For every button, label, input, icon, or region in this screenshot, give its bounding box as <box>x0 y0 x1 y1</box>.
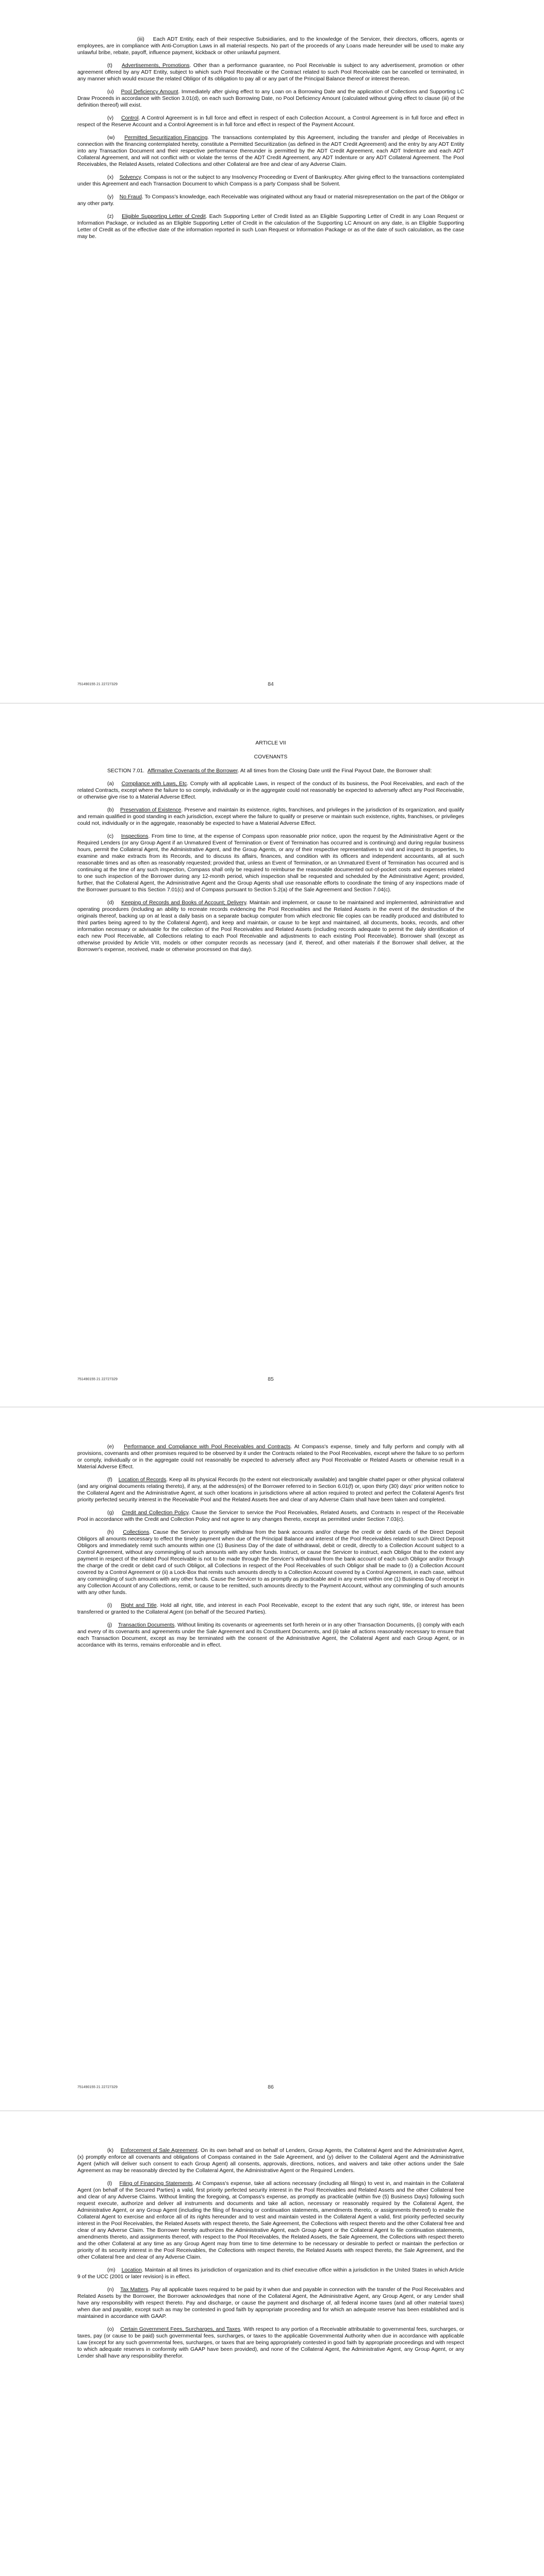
clause-l: (l) Filing of Financing Statements. At Compass's expense, take all actions necessary (including all filings) to vest in, and maintain in the Collateral Agent (on behalf of the Secured Parties) a valid, first priority perfected security interest in the Pool Receivables and Related Assets and the other Collateral free and clear of any Adverse Claims. Without limiting the foregoing, at Compass's expense, as promptly as practicable (within five (5) Business Days) following such request execute, authorize and deliver all instruments and documents and take all action, necessary or reasonably required by the Collateral Agent, the Administrative Agent, or any Group Agent (including the filing of financing or continuation statements, amendments thereto, or assignments thereof) to enable the Collateral Agent to exercise and enforce all of its rights hereunder and to vest and maintain vested in the Collateral Agent a valid, first priority perfected security interest in the Pool Receivables, the Related Assets with respect thereto, the Sale Agreement, the Collections with respect thereto and the other Collateral free and clear of any Adverse Claim. The Borrower hereby authorizes the Administrative Agent, each Group Agent or the Collateral Agent to file continuation statements, amendments thereto, and assignments thereof, with respect to the Pool Receivables, the Related Assets, the Sale Agreement, the Collections with respect thereto and the other Collateral at any time as any Group Agent may from time to time determine to be necessary or desirable to perfect or maintain the perfection or priority of its security interest in the Pool Receivables, the Collections with respect thereto, the Related Assets with respect thereto, the Sale Agreement, and the other Collateral free and clear of any Adverse Claim. <box>77 2181 464 2260</box>
clause-t: (t) Advertisements, Promotions. Other than a performance guarantee, no Pool Receivable is subject to any advertisement, promotion or other agreement offered by any ADT Entity, subject to which such Pool Receivable or the Contract related to such Pool Receivable can be cancelled or terminated, in any manner which would excuse the related Obligor of its obligation to pay all or any part of the Principal Balance thereof or interest thereon. <box>77 63 464 82</box>
clause-c: (c) Inspections. From time to time, at the expense of Compass upon reasonable prior notice, upon the request by the Administrative Agent or the Required Lenders (or any Group Agent if an Unmatured Event of Termination or Event of Termination has occurred and is continuing) and during regular business hours, permit the Collateral Agent, the Administrative Agent, and the Group Agents, or any of their respective representatives to visit and inspect its properties, to examine and make extracts from its Records, and to discuss its affairs, finances, and condition with its officers and independent accountants, all at such reasonable times and as often as reasonably requested; provided that, unless an Event of Termination, or an Unmatured Event of Termination has occurred and is continuing at the time of any such inspection, Compass shall only be required to reimburse the reasonable documented out-of-pocket costs and expenses related to one such inspection of the Borrower during any 12-month period, which inspection shall be requested and scheduled by the Administrative Agent; provided, further, that the Collateral Agent, the Administrative Agent and the Group Agents shall use reasonable efforts to coordinate the timing of any inspections made of the Borrower pursuant to this Section 7.01(c) and of Compass pursuant to Section 5.2(a) of the Sale Agreement and Section 7.04(c). <box>77 834 464 893</box>
clause-w: (w) Permitted Securitization Financing. The transactions contemplated by this Agreement, including the transfer and pledge of Receivables in connection with the financing contemplated hereby, constitute a Permitted Securitization (as defined in the ADT Credit Agreement) and the entry by any ADT Entity into any Transaction Document and their respective performance thereunder is permitted by the ADT Credit Agreement, each ADT Indenture and each ADT Collateral Agreement, and will not conflict with or violate the terms of the ADT Credit Agreement, any ADT Indenture or any ADT Collateral Agreement. The Pool Receivables, the Related Assets, related Collections and other Collateral are free and clear of any Adverse Claim. <box>77 135 464 167</box>
clause-g: (g) Credit and Collection Policy. Cause the Servicer to service the Pool Receivables, Related Assets, and Contracts in respect of the Receivable Pool in accordance with the Credit and Collection Policy and not agree to any changes thereto, except as permitted under Section 7.03(c). <box>77 1510 464 1522</box>
clause-d: (d) Keeping of Records and Books of Account; Delivery. Maintain and implement, or cause to be maintained and implemented, administrative and operating procedures (including an ability to recreate records evidencing the Pool Receivables and the Related Assets in the event of the destruction of the originals thereof, backing up on at least a daily basis on a separate backup computer from which electronic file copies can be readily produced and distributed to third parties being agreed to by the Collateral Agent), and keep and maintain, or cause to be kept and maintained, all documents, books, records, and other information necessary or advisable for the collection of the Pool Receivables and Related Assets (including records adequate to permit the daily identification of each new Pool Receivable, all Collections relating to each Pool Receivable and adjustments to each existing Pool Receivable). Borrower shall (except as otherwise provided by Article VIII, models or other computer records as necessary (and if, thereof, and other materials if the Borrower shall deliver, at the Borrower's expense, received, made or otherwise processed on that day). <box>77 900 464 953</box>
clause-o: (o) Certain Government Fees, Surcharges, and Taxes. With respect to any portion of a Receivable attributable to governmental fees, surcharges, or taxes, pay (or cause to be paid) such governmental fees, surcharges, or taxes to the applicable Governmental Authority when due in accordance with applicable Law (except for any such governmental fees, surcharges, or taxes that are being appropriately contested in good faith by appropriate proceedings and with respect to which adequate reserves in conformity with GAAP have been provided), and none of the Collateral Agent, the Administrative Agent, any Group Agent, or any Lender shall have any responsibility therefor. <box>77 2327 464 2359</box>
clause-n: (n) Tax Matters. Pay all applicable taxes required to be paid by it when due and payable in connection with the transfer of the Pool Receivables and Related Assets by the Borrower, the Borrower acknowledges that none of the Collateral Agent, the Administrative Agent, any Group Agent, or any Lender shall have any responsibility with respect thereto. Pay and discharge, or cause the payment and discharge of, all federal income taxes (and all other material taxes) when due and payable, except such as may be contested in good faith by appropriate proceeding and for which an adequate reserve has been established and is maintained in accordance with GAAP. <box>77 2287 464 2319</box>
doc-number: 751490155 21 22727329 <box>77 683 118 686</box>
clause-i: (i) Right and Title. Hold all right, title, and interest in each Pool Receivable, except to the extent that any such right, title, or interest has been transferred or granted to the Collateral Agent (on behalf of the Secured Parties). <box>77 1603 464 1615</box>
clause-iii: (iii) Each ADT Entity, each of their respective Subsidiaries, and to the knowledge of the Servicer, their directors, officers, agents or employees, are in compliance with Anti-Corruption Laws in all material respects. No part of the proceeds of any Loans made hereunder will be used to make any unlawful bribe, rebate, payoff, influence payment, kickback or other unlawful payment. <box>77 37 464 56</box>
clause-f: (f) Location of Records. Keep all its physical Records (to the extent not electronically available) and tangible chattel paper or other physical collateral (and any original documents relating thereto), if any, at the address(es) of the Borrower referred to in Section 6.01(f) or, upon thirty (30) days' prior written notice to the Collateral Agent and the Administrative Agent, at such other locations in jurisdictions where all action required to protect and perfect the Collateral Agent's first priority perfected security interest in the Receivable Pool and the Related Assets free and clear of any Adverse Claim shall have been taken and completed. <box>77 1477 464 1503</box>
clause-z: (z) Eligible Supporting Letter of Credit. Each Supporting Letter of Credit listed as an Eligible Supporting Letter of Credit in any Loan Request or Information Package, or included as an Eligible Supporting Letter of Credit in the calculation of the Supporting LC Amount on any date, is an Eligible Supporting Letter of Credit as of the effective date of the information reported in such Loan Request or Information Package or as of the date of such calculation, as the case may be. <box>77 214 464 240</box>
page-84-body <box>77 36 464 246</box>
clause-x: (x) Solvency. Compass is not or the subject to any Insolvency Proceeding or Event of Bankruptcy. After giving effect to the transactions contemplated under this Agreement and each Transaction Document to which Compass is a party Compass shall be Solvent. <box>77 175 464 187</box>
page-number: 86 <box>268 2084 274 2090</box>
clause-y: (y) No Fraud. To Compass's knowledge, each Receivable was originated without any fraud or material misrepresentation on the part of the Obligor or any other party. <box>77 194 465 207</box>
page-85 <box>0 704 544 1406</box>
page-number: 85 <box>268 1377 274 1382</box>
clause-u: (u) Pool Deficiency Amount. Immediately after giving effect to any Loan on a Borrowing Date and the application of Collections and Supporting LC Draw Proceeds in accordance with Section 3.01(d), on each such Borrowing Date, no Pool Deficiency Amount (calculated without giving effect to clause (iii) of the definition thereof) will exist. <box>77 89 464 108</box>
article-heading: ARTICLE VII <box>255 740 286 746</box>
page-84 <box>0 0 544 703</box>
clause-j: (j) Transaction Documents. Without limiting its covenants or agreements set forth herein or in any other Transaction Documents, (i) comply with each and every of its covenants and agreements under the Sale Agreement and its Constituent Documents, and (ii) take all actions reasonably necessary to ensure that each Transaction Document, except as may be terminated with the consent of the Administrative Agent, the Collateral Agent and each Group Agent, or in accordance with its terms, remains enforceable and in effect. <box>77 1622 464 1648</box>
page-86 <box>0 1408 544 2110</box>
clause-e: (e) Performance and Compliance with Pool Receivables and Contracts. At Compass's expense, timely and fully perform and comply with all provisions, covenants and other promises required to be observed by it under the Contracts related to the Pool Receivables, except where the failure to so perform or comply, individually or in the aggregate could not reasonably be expected to adversely affect any Pool Receivable or Related Assets or otherwise result in a Material Adverse Effect. <box>77 1444 464 1470</box>
clause-m: (m) Location. Maintain at all times its jurisdiction of organization and its chief executive office within a jurisdiction in the United States in which Article 9 of the UCC (2001 or later revision) is in effect. <box>77 2267 464 2280</box>
article-title: COVENANTS <box>254 754 288 760</box>
section-7-01: SECTION 7.01. Affirmative Covenants of the Borrower. At all times from the Closing Date until the Final Payout Date, the Borrower shall: <box>107 768 432 774</box>
clause-h: (h) Collections. Cause the Servicer to promptly withdraw from the bank accounts and/or charge the credit or debit cards of the Direct Deposit Obligors all amounts necessary to effect the timely payment when due of the Principal Balance and interest of the Pool Receivables related to such Direct Deposit Obligors and immediately remit such amounts within one (1) Business Day of the date of withdrawal, debit or credit, directly to a Collection Account subject to a Control Agreement, without any commingling of such amounts with any other funds. Instruct, or cause the Servicer to instruct, each Obligor that to the extent any payment in respect of the related Pool Receivable is not to be made through the Servicer's withdrawal from the bank account of each such Obligor and/or through the charge of the credit or debit card of such Obligor, all Collections in respect of the Pool Receivables of such Obligor shall be made to (i) a Collection Account covered by a Control Agreement or (ii) a Lock-Box that remits such amounts directly to a Collection Account covered by a Control Agreement, in each case, without any commingling of such amounts with any other funds. Cause the Servicer to as promptly as practicable and in any event within one (1) Business Day of receipt in any Collection Account of any Collections, remit, or cause to be remitted, such amounts directly to the Payment Account, without any commingling of such amounts with any other funds. <box>77 1530 464 1596</box>
page-87-body <box>77 2147 464 2366</box>
doc-number: 751490155 21 22727329 <box>77 1378 118 1381</box>
clause-b: (b) Preservation of Existence. Preserve and maintain its existence, rights, franchises, and privileges in the jurisdiction of its organization, and qualify and remain qualified in good standing in each jurisdiction, except where the failure to qualify or preserve or maintain such existence, rights, franchises, or privileges could not, individually or in the aggregate, reasonably be expected to have a Material Adverse Effect. <box>77 807 464 826</box>
clause-v: (v) Control. A Control Agreement is in full force and effect in respect of each Collection Account, a Control Agreement is in full force and effect in respect of the Reserve Account and a Control Agreement is in full force and effect in respect of the Payment Account. <box>77 115 464 128</box>
page-number: 84 <box>268 682 274 687</box>
clause-a: (a) Compliance with Laws, Etc. Comply with all applicable Laws, in respect of the conduct of its business, the Pool Receivables, and each of the related Contracts, except where the failure to so comply, individually or in the aggregate could not reasonably be expected to adversely affect any Pool Receivable, or otherwise give rise to a Material Adverse Effect. <box>77 781 464 800</box>
clause-k: (k) Enforcement of Sale Agreement. On its own behalf and on behalf of Lenders, Group Agents, the Collateral Agent and the Administrative Agent, (x) promptly enforce all covenants and obligations of Compass contained in the Sale Agreement, and (y) deliver to the Collateral Agent and the Administrative Agent (which will deliver such consent to each Group Agent) all consents, approvals, directions, notices, and waivers and take other actions under the Sale Agreement as may be reasonably directed by the Collateral Agent, the Administrative Agent or the Required Lenders. <box>77 2148 464 2174</box>
page-87 <box>0 2111 544 2576</box>
doc-number: 751490155 21 22727329 <box>77 2086 118 2089</box>
page-86-body <box>77 1444 464 1655</box>
page-85-body <box>77 740 464 959</box>
